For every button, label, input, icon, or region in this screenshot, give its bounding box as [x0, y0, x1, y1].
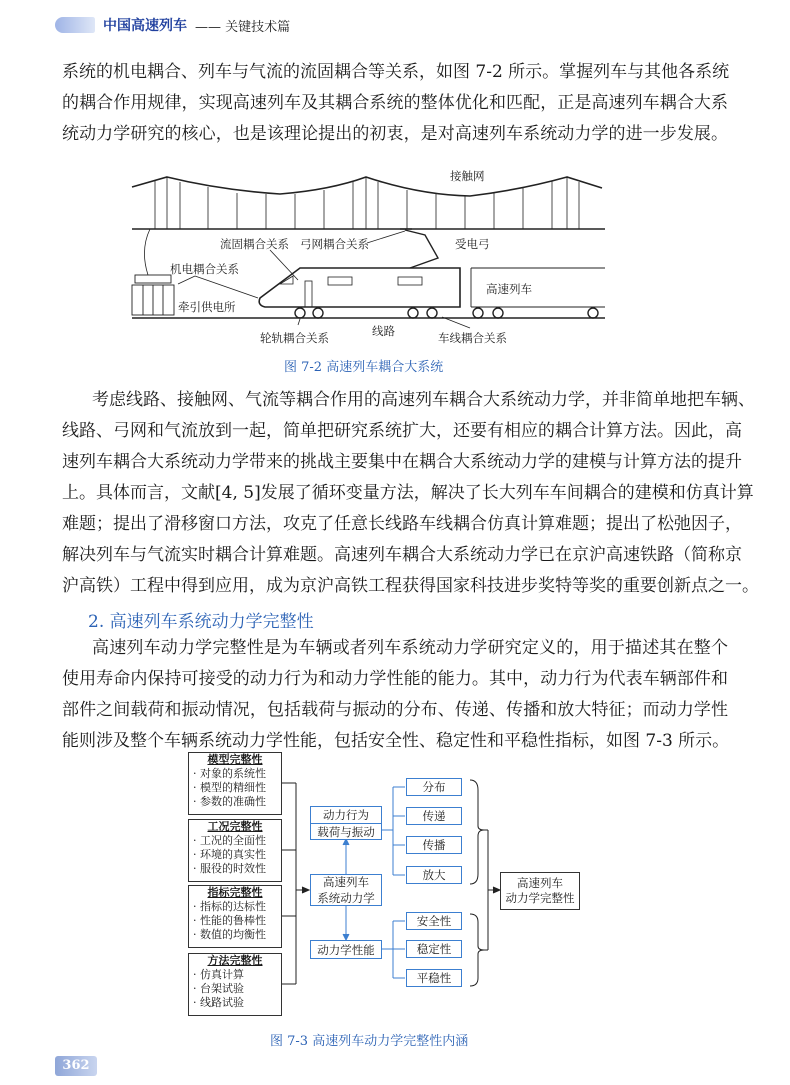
text-line: 的耦合作用规律，实现高速列车及其耦合系统的整体优化和匹配，正是高速列车耦合大系 [62, 93, 728, 113]
figure-7-3-caption: 图 7-3 高速列车动力学完整性内涵 [270, 1034, 469, 1049]
box-title: 指标完整性 [207, 886, 263, 899]
book-title: 中国高速列车 [103, 18, 187, 34]
box-item: · 工况的全面性 [193, 834, 266, 847]
label-substation: 牵引供电所 [178, 300, 236, 314]
label-wheel-rail: 轮轨耦合关系 [260, 331, 329, 345]
figure-7-2-caption: 图 7-2 高速列车耦合大系统 [284, 360, 444, 375]
item-safety: 安全性 [406, 912, 462, 930]
condition-integrity-box [188, 819, 282, 882]
box-item: · 环境的真实性 [193, 848, 266, 861]
text-line: 能则涉及整个车辆系统动力学性能，包括安全性、稳定性和平稳性指标，如图 7-3 所示。 [62, 731, 730, 751]
box-item: · 数值的均衡性 [193, 928, 266, 941]
text-line: 系统的机电耦合、列车与气流的流固耦合等关系，如图 7-2 所示。掌握列车与其他各系统 [62, 62, 730, 82]
box-line: 动力行为 [311, 807, 381, 824]
box-line: 系统动力学 [317, 891, 375, 905]
text-line: 部件之间载荷和振动情况，包括载荷与振动的分布、传递、传播和放大特征；而动力学性 [62, 700, 728, 720]
dynamics-integrity-box [500, 872, 580, 910]
label-track: 线路 [372, 324, 395, 338]
box-item: · 模型的精细性 [193, 781, 266, 794]
item-transfer: 传递 [406, 807, 462, 825]
section-heading: 2. 高速列车系统动力学完整性 [88, 612, 314, 632]
item-stability: 稳定性 [406, 940, 462, 958]
box-item: · 服役的时效性 [193, 862, 266, 875]
dynamic-performance-box: 动力学性能 [310, 940, 382, 959]
label-electromechanical: 机电耦合关系 [170, 262, 239, 276]
label-pantograph-catenary: 弓网耦合关系 [300, 237, 369, 251]
box-item: · 对象的系统性 [193, 767, 266, 780]
text-line: 难题；提出了滑移窗口方法，攻克了任意长线路车线耦合仿真计算难题；提出了松弛因子， [62, 514, 742, 534]
box-title: 方法完整性 [207, 954, 263, 967]
box-item: · 仿真计算 [193, 968, 244, 981]
system-dynamics-box [310, 874, 382, 906]
box-line: 高速列车 [323, 875, 369, 889]
book-subtitle: —— 关键技术篇 [195, 19, 291, 35]
box-title: 模型完整性 [207, 753, 263, 766]
text-line: 线路、弓网和气流放到一起，简单把研究系统扩大，还要有相应的耦合计算方法。因此，高 [62, 421, 742, 441]
box-item: · 性能的鲁棒性 [193, 914, 266, 927]
box-item: · 指标的达标性 [193, 900, 266, 913]
label-catenary: 接触网 [450, 169, 485, 183]
box-item: · 线路试验 [193, 996, 244, 1009]
method-integrity-box [188, 953, 282, 1016]
text-line: 沪高铁）工程中得到应用，成为京沪高铁工程获得国家科技进步奖特等奖的重要创新点之一。 [62, 576, 759, 596]
label-pantograph: 受电弓 [455, 237, 490, 251]
box-title: 工况完整性 [207, 820, 263, 833]
item-propagation: 传播 [406, 836, 462, 854]
label-train-track: 车线耦合关系 [438, 331, 507, 345]
text-line: 上。具体而言，文献[4, 5]发展了循环变量方法，解决了长大列车车间耦合的建模和仿真计算 [62, 483, 754, 503]
box-line: 高速列车 [517, 876, 563, 890]
box-item: · 台架试验 [193, 982, 244, 995]
box-line: 载荷与振动 [317, 824, 375, 839]
text-line: 考虑线路、接触网、气流等耦合作用的高速列车耦合大系统动力学，并非简单地把车辆、 [92, 390, 755, 410]
label-train: 高速列车 [486, 282, 532, 296]
text-line: 解决列车与气流实时耦合计算难题。高速列车耦合大系统动力学已在京沪高速铁路（简称京 [62, 545, 742, 565]
item-amplification: 放大 [406, 866, 462, 884]
page-number: 362 [55, 1056, 97, 1076]
dynamic-behavior-box [310, 806, 382, 840]
text-line: 统动力学研究的核心，也是该理论提出的初衷，是对高速列车系统动力学的进一步发展。 [62, 124, 728, 144]
text-line: 高速列车动力学完整性是为车辆或者列车系统动力学研究定义的，用于描述其在整个 [92, 638, 728, 658]
box-item: · 参数的准确性 [193, 795, 266, 808]
box-line: 动力学完整性 [505, 891, 575, 905]
item-distribution: 分布 [406, 778, 462, 796]
text-line: 速列车耦合大系统动力学带来的挑战主要集中在耦合大系统动力学的建模与计算方法的提升 [62, 452, 742, 472]
item-ride-comfort: 平稳性 [406, 969, 462, 987]
indicator-integrity-box [188, 885, 282, 948]
label-fluid-solid: 流固耦合关系 [220, 237, 289, 251]
text-line: 使用寿命内保持可接受的动力行为和动力学性能的能力。其中，动力行为代表车辆部件和 [62, 669, 728, 689]
model-integrity-box [188, 752, 282, 815]
